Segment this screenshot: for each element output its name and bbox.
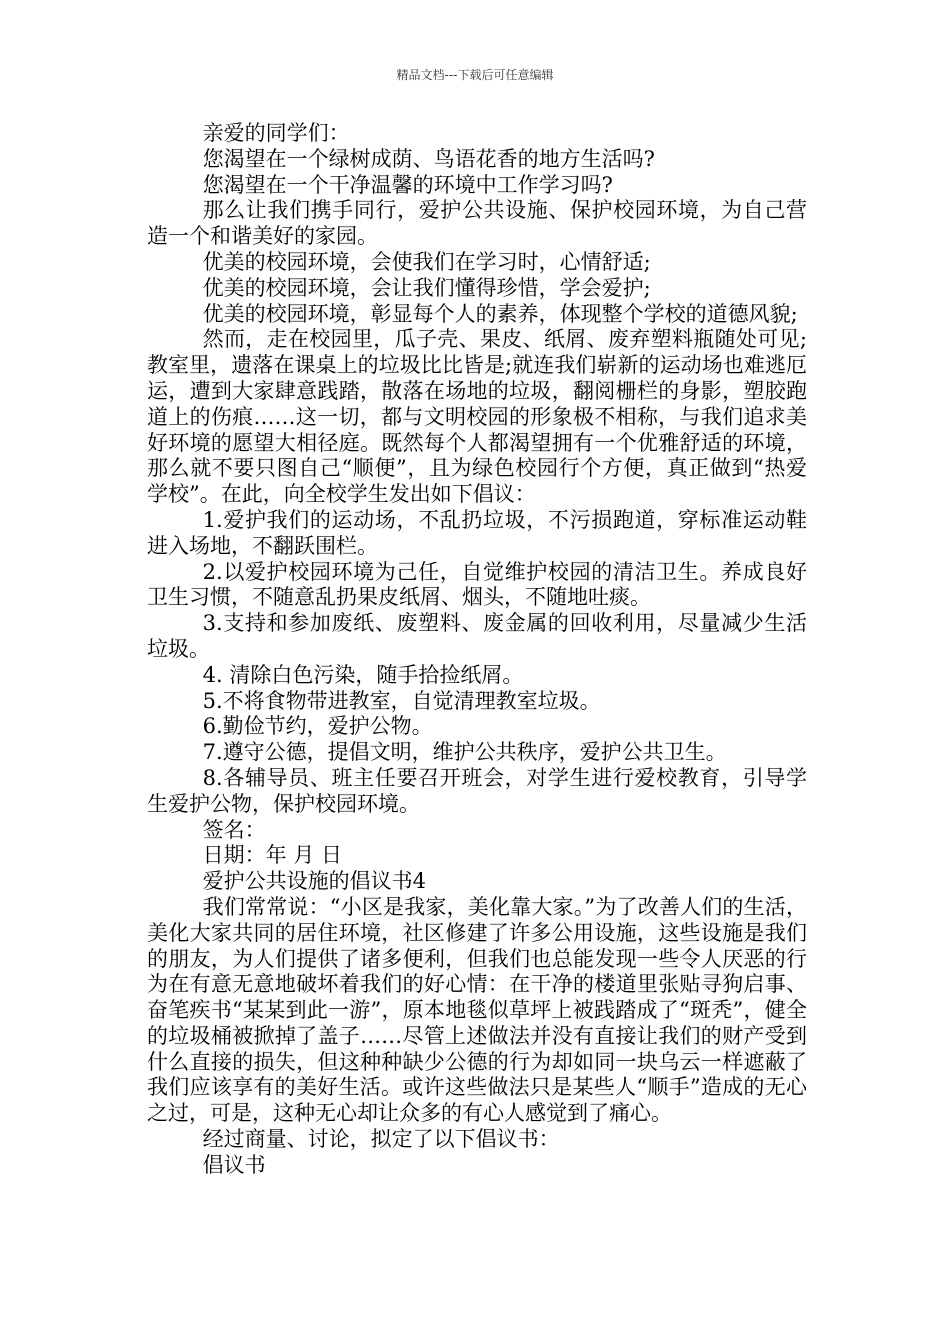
paragraph: 您渴望在一个绿树成荫、鸟语花香的地方生活吗? (202, 146, 655, 171)
list-item: 1.爱护我们的运动场，不乱扔垃圾，不污损跑道，穿标准运动鞋进入场地，不翻跃围栏。 (147, 507, 807, 558)
section-title: 爱护公共设施的倡议书4 (202, 869, 427, 894)
paragraph-salutation: 亲爱的同学们： (202, 121, 350, 145)
signature-line: 签名： (202, 817, 266, 842)
list-item: 2.以爱护校园环境为己任，自觉维护校园的清洁卫生。养成良好卫生习惯，不随意乱扔果皮纸屑、烟头，不随地吐痰。 (147, 559, 807, 610)
list-item: 8.各辅导员、班主任要召开班会，对学生进行爱校教育，引导学生爱护公物，保护校园环境。 (147, 765, 807, 816)
paragraph: 优美的校园环境，会让我们懂得珍惜，学会爱护; (202, 275, 651, 300)
date-line: 日期：年 月 日 (202, 843, 342, 868)
document-body (147, 121, 807, 1179)
list-item: 6.勤俭节约，爱护公物。 (202, 714, 433, 739)
list-item: 7.遵守公德，提倡文明，维护公共秩序，爱护公共卫生。 (202, 740, 727, 765)
list-item: 5.不将食物带进教室，自觉清理教室垃圾。 (202, 688, 601, 713)
paragraph: 优美的校园环境，会使我们在学习时，心情舒适; (202, 249, 651, 274)
section-title: 倡议书 (202, 1152, 266, 1177)
list-item: 4. 清除白色污染，随手拾捡纸屑。 (202, 662, 524, 687)
paragraph: 我们常常说：“小区是我家，美化靠大家。”为了改善人们的生活，美化大家共同的居住环境，社区修建了许多公用设施，这些设施是我们的朋友，为人们提供了诸多便利，但我们也总能发现一些令人厌恶的行为在有意无意地破坏着我们的好心情：在干净的楼道里张贴寻狗启事、奋笔疾书“某某到此一游”，原本地毯似草坪上被践踏成了“斑秃”，健全的垃圾桶被掀掉了盖子……尽管上述做法并没有直接让我们的财产受到什么直接的损失，但这种种缺少公德的行为却如同一块乌云一样遮蔽了我们应该享有的美好生活。或许这些做法只是某些人“顺手”造成的无心之过，可是，这种无心却让众多的有心人感觉到了痛心。 (147, 894, 807, 1126)
list-item: 3.支持和参加废纸、废塑料、废金属的回收利用，尽量减少生活垃圾。 (147, 611, 807, 661)
paragraph: 您渴望在一个干净温馨的环境中工作学习吗? (202, 172, 613, 197)
paragraph: 经过商量、讨论，拟定了以下倡议书： (202, 1127, 560, 1152)
paragraph: 然而，走在校园里，瓜子壳、果皮、纸屑、废弃塑料瓶随处可见;教室里，遗落在课桌上的垃圾比比皆是;就连我们崭新的运动场也难逃厄运，遭到大家肆意践踏，散落在场地的垃圾，翻阅栅栏的身影，塑胶跑道上的伤痕……这一切，都与文明校园的形象极不相称，与我们追求美好环境的愿望大相径庭。既然每个人都渴望拥有一个优雅舒适的环境，那么就不要只图自己“顺便”，且为绿色校园行个方便，真正做到“热爱学校”。在此，向全校学生发出如下倡议： (147, 327, 807, 507)
paragraph: 优美的校园环境，彰显每个人的素养，体现整个学校的道德风貌; (202, 301, 798, 326)
page-header: 精品文档---下载后可任意编辑 (396, 68, 554, 82)
paragraph: 那么让我们携手同行，爱护公共设施、保护校园环境，为自己营造一个和谐美好的家园。 (147, 198, 807, 249)
